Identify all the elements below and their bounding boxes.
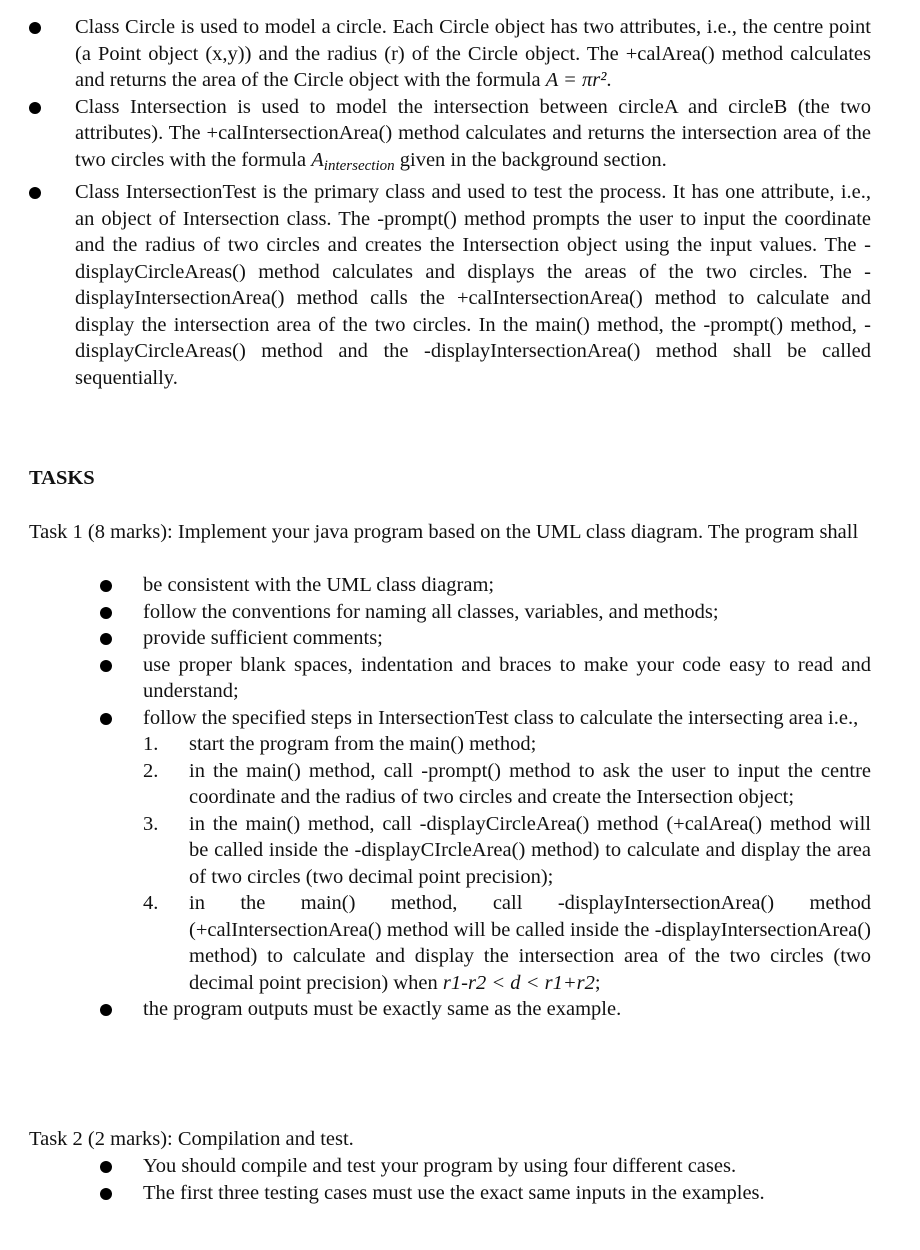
task1-bullet (143, 996, 871, 1023)
bullet-dot-icon (29, 102, 41, 114)
bullet-dot-icon (100, 580, 112, 592)
bullet-dot-icon (100, 713, 112, 725)
step-text-end: ; (594, 971, 601, 994)
intro-bullet-text-end: given in the background section. (394, 148, 667, 171)
task2-bullet-text: You should compile and test your program by using four different cases. (143, 1155, 737, 1177)
step-number: 1. (143, 733, 159, 755)
task1-bullet-text: the program outputs must be exactly same as the example. (143, 998, 622, 1020)
step-item (143, 758, 871, 811)
step-text: in the main() method, call -displayCircleArea() method (+calArea() method will be called inside the -displayCIrcleArea() method) to calculate and display the area of two circles (two decimal point precision); (189, 812, 871, 888)
bullet-dot-icon (100, 633, 112, 645)
task2-bullet-list (143, 1153, 871, 1206)
bullet-dot-icon (29, 187, 41, 199)
task1-intro: Task 1 (8 marks): Implement your java program based on the UML class diagram. The program shall (29, 521, 859, 543)
task1-bullet-text: follow the specified steps in IntersectionTest class to calculate the intersecting area i.e., (143, 706, 859, 729)
task1-steps-list (143, 731, 871, 996)
step-number: 4. (143, 892, 159, 914)
step-item (143, 731, 871, 758)
task1-bullet-text: use proper blank spaces, indentation and braces to make your code easy to read and understand; (143, 653, 871, 702)
step-text: in the main() method, call -displayIntersectionArea() method (+calIntersectionArea() method will be called inside the -displayIntersectionArea() method) to calculate and display the intersection area of the two circles (two decimal point precision) when (189, 892, 871, 994)
task1-bullet (143, 572, 871, 599)
intersection-formula-subscript: intersection (323, 157, 395, 174)
intro-bullet-list (75, 14, 871, 391)
bullet-dot-icon (100, 1161, 112, 1173)
intro-bullet-intersection-test (75, 179, 871, 391)
area-formula: A = πr² (545, 69, 607, 91)
bullet-dot-icon (100, 1004, 112, 1016)
intro-bullet-text: Class Circle is used to model a circle. Each Circle object has two attributes, i.e., the centre point (a Point object (x,y)) and the radius (r) of the Circle object. The +calArea() method calculates and returns the area of the Circle object with the formula (75, 16, 871, 91)
intro-bullet-text: Class IntersectionTest is the primary class and used to test the process. It has one attribute, i.e., an object of Intersection class. The -prompt() method prompts the user to input the coordinate and the radius of two circles and creates the Intersection object using the input values. The -displayCircleAreas() method calculates and displays the areas of the two circles. The -displayIntersectionArea() method calls the +calIntersectionArea() method to calculate and display the intersection area of the two circles. In the main() method, the -prompt() method, -displayCircleAreas() method and the -displayIntersectionArea() method shall be called sequentially. (75, 181, 871, 389)
intro-bullet-text: Class Intersection is used to model the intersection between circleA and circleB (the two attributes). The +calIntersectionArea() method calculates and returns the intersection area of the two circles with the formula (75, 95, 871, 171)
intro-bullet-text-end: . (606, 69, 612, 91)
task1-bullet (143, 652, 871, 705)
intro-bullet-intersection (75, 94, 871, 180)
intro-bullet-circle (75, 14, 871, 94)
task1-bullet-text: provide sufficient comments; (143, 627, 383, 649)
task1-bullet (143, 599, 871, 626)
step-number: 3. (143, 812, 159, 835)
task2-intro: Task 2 (2 marks): Compilation and test. (29, 1128, 354, 1150)
step-text: start the program from the main() method; (189, 733, 537, 755)
task1-bullet-text: follow the conventions for naming all classes, variables, and methods; (143, 600, 719, 623)
step-item (143, 811, 871, 891)
bullet-dot-icon (29, 22, 41, 34)
task1-bullet (143, 625, 871, 652)
step-item (143, 890, 871, 996)
bullet-dot-icon (100, 1188, 112, 1200)
task2-bullet-text: The first three testing cases must use the exact same inputs in the examples. (143, 1181, 765, 1204)
intersection-formula-main: A (311, 148, 324, 171)
step-number: 2. (143, 759, 159, 782)
task1-bullet (143, 705, 871, 997)
tasks-heading: TASKS (29, 467, 95, 489)
task1-bullet-text: be consistent with the UML class diagram; (143, 574, 495, 596)
bullet-dot-icon (100, 607, 112, 619)
step-text: in the main() method, call -prompt() method to ask the user to input the centre coordinate and the radius of two circles and create the Intersection object; (189, 759, 871, 808)
step-condition: r1-r2 < d < r1+r2 (442, 971, 595, 994)
task2-bullet (143, 1153, 871, 1180)
bullet-dot-icon (100, 660, 112, 672)
task1-bullet-list (143, 572, 871, 1023)
task2-bullet (143, 1180, 871, 1207)
